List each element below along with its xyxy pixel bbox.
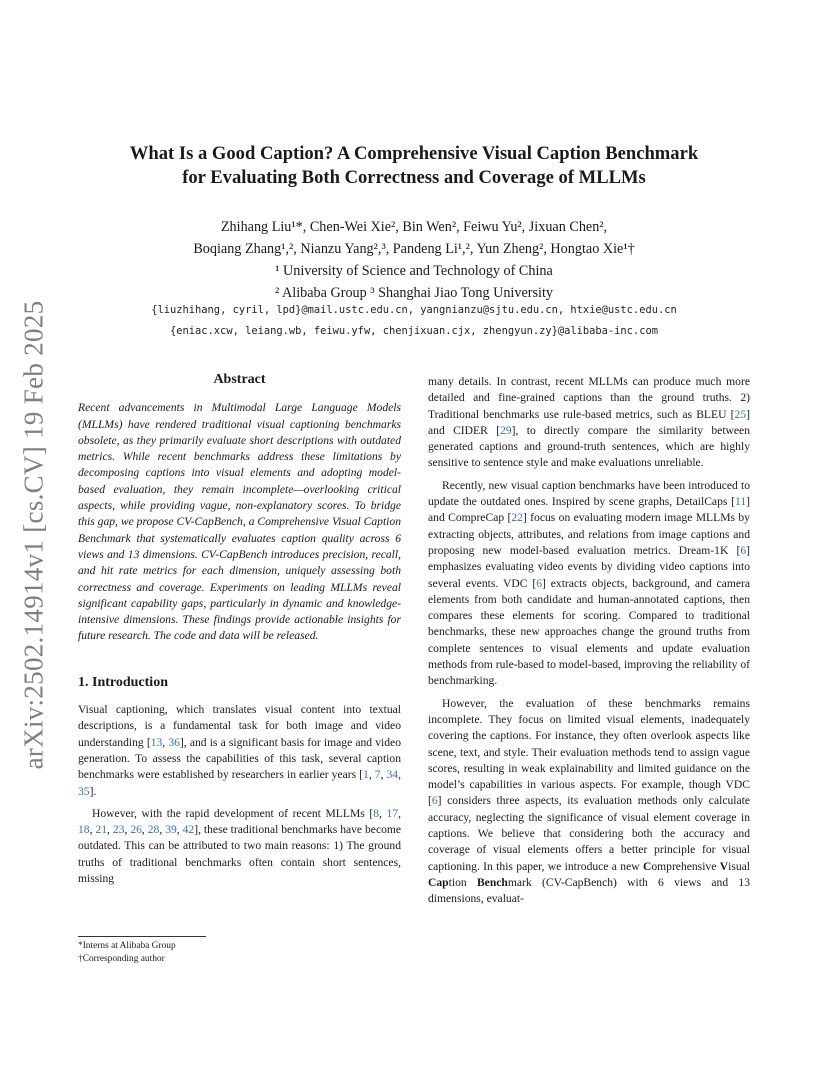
citation-link[interactable]: 36: [168, 735, 180, 749]
right-paragraph-1: many details. In contrast, recent MLLMs can produce much more detailed and fine-grained captions than the ground truths. 2) Traditional benchmarks use rule-based metrics, such as BLEU [25] and CIDER [29], to directly compare the similarity between generated captions and ground-truth sentences, which are highly sensitive to sentence style and make evaluations unreliable.: [428, 375, 750, 470]
citation-link[interactable]: 13: [150, 735, 163, 749]
citation-link[interactable]: 21: [95, 823, 108, 837]
footnote-divider: [78, 936, 206, 937]
affiliation-2: ² Alibaba Group ³ Shanghai Jiao Tong University: [275, 285, 553, 301]
title-line-1: What Is a Good Caption? A Comprehensive Visual Caption Benchmark: [129, 143, 699, 164]
citation-link[interactable]: 22: [511, 511, 523, 525]
intro-paragraph-1: Visual captioning, which translates visual content into textual descriptions, is a fundamental task for both image and video understanding [13, 36], and is a significant basis for image and video generation. To assess the capabilities of this task, several caption benchmarks were established by researchers in earlier years [1, 7, 34, 35].: [78, 703, 402, 798]
right-paragraph-3: However, the evaluation of these benchmarks remains incomplete. They focus on limited visual elements, inadequately covering the captions. For instance, they often overlook aspects like scene, text, and style. Their evaluation methods tend to assign vague scores, resulting in weak explainability and limited guidance on the model’s capabilities in various aspects. For example, though VDC [6] considers three aspects, its evaluation methods only calculate accuracy, neglecting the significance of visual element coverage in captions. We believe that considering both the accuracy and coverage of visual elements offers a better principle for visual captioning. In this paper, we introduce a new Comprehensive Visual Caption Benchmark (CV-CapBench) with 6 views and 13 dimensions, evaluat-: [428, 696, 751, 906]
citation-link[interactable]: 18: [78, 823, 90, 837]
arxiv-id: arXiv:2502.14914v1 [cs.CV] 19 Feb 2025: [18, 300, 49, 770]
author-line-1: Zhihang Liu¹*, Chen-Wei Xie², Bin Wen², Feiwu Yu², Jixuan Chen²,: [220, 219, 608, 235]
citation-link[interactable]: 6: [536, 576, 542, 590]
email-line-2: {eniac.xcw, leiang.wb, feiwu.yfw, chenjixuan.cjx, zhengyun.zy}@alibaba-inc.com: [170, 325, 658, 337]
citation-link[interactable]: 29: [500, 423, 512, 437]
citation-link[interactable]: 1: [363, 768, 369, 782]
author-block: [90, 216, 738, 304]
section-heading-introduction: 1. Introduction: [78, 674, 168, 690]
citation-link[interactable]: 26: [130, 823, 142, 837]
right-column: [428, 374, 750, 908]
email-line-1: {liuzhihang, cyril, lpd}@mail.ustc.edu.cn, yangnianzu@sjtu.edu.cn, htxie@ustc.edu.cn: [151, 304, 677, 316]
email-block: [70, 300, 758, 342]
title-line-2: for Evaluating Both Correctness and Coverage of MLLMs: [182, 167, 646, 188]
paper-title: [90, 142, 738, 190]
citation-link[interactable]: 17: [386, 806, 399, 820]
citation-link[interactable]: 25: [734, 407, 747, 421]
footnotes: [78, 936, 401, 966]
abstract-heading: Abstract: [213, 372, 266, 387]
citation-link[interactable]: 7: [374, 768, 381, 782]
citation-link[interactable]: 42: [182, 823, 195, 837]
abstract-body: Recent advancements in Multimodal Large Language Models (MLLMs) have rendered traditional visual captioning benchmarks obsolete, as they primarily evaluate short descriptions with outdated metrics. While recent benchmarks address these limitations by decomposing captions into visual elements and adopting model-based evaluation, they remain incomplete—overlooking critical aspects, while providing vague, non-explanatory scores. To bridge this gap, we propose CV-CapBench, a Comprehensive Visual Caption Benchmark that systematically evaluates caption quality across 6 views and 13 dimensions. CV-CapBench introduces precision, recall, and hit rate metrics for each dimension, uniquely assessing both correctness and coverage. Experiments on leading MLLMs reveal significant capability gaps, particularly in dynamic and knowledge-intensive dimensions. These findings provide actionable insights for future research. The code and data will be released.: [78, 401, 401, 643]
citation-link[interactable]: 6: [431, 794, 438, 808]
affiliation-1: ¹ University of Science and Technology of China: [275, 263, 553, 279]
citation-link[interactable]: 34: [386, 768, 399, 782]
intro-paragraph-2: However, with the rapid development of recent MLLMs [8, 17, 18, 21, 23, 26, 28, 39, 42], these traditional benchmarks have become outdated. This can be attributed to two main reasons: 1) The ground truths of traditional benchmarks often contain short sentences, missing: [78, 806, 402, 886]
citation-link[interactable]: 39: [165, 823, 177, 837]
citation-link[interactable]: 23: [112, 823, 125, 837]
citation-link[interactable]: 35: [78, 784, 90, 798]
citation-link[interactable]: 28: [147, 823, 160, 837]
citation-link[interactable]: 6: [740, 543, 747, 557]
author-line-2: Boqiang Zhang¹,², Nianzu Yang²,³, Pandeng Li¹,², Yun Zheng², Hongtao Xie¹†: [193, 241, 635, 257]
citation-link[interactable]: 11: [734, 495, 747, 509]
left-column: [78, 372, 401, 887]
right-paragraph-2: Recently, new visual caption benchmarks have been introduced to update the outdated ones. Inspired by scene graphs, DetailCaps [11] and CompreCap [22] focus on evaluating modern image MLLMs by extracting objects, attributes, and relations from image captions and proposing new model-based evaluation metrics. Dream-1K [6] emphasizes evaluating video events by dividing video captions into several events. VDC [6] extracts objects, background, and camera elements from both candidate and human-annotated captions, then compares these elements for scoring. Compared to traditional benchmarks, these new approaches change the ground truths from complete sentences to visual elements and update evaluation methods from rule-based to model-based, improving the reliability of benchmarking.: [428, 478, 750, 688]
footnote-2: †Corresponding author: [78, 954, 165, 964]
footnote-1: *Interns at Alibaba Group: [78, 941, 176, 951]
citation-link[interactable]: 8: [373, 806, 380, 820]
arxiv-stamp: [14, 300, 54, 770]
